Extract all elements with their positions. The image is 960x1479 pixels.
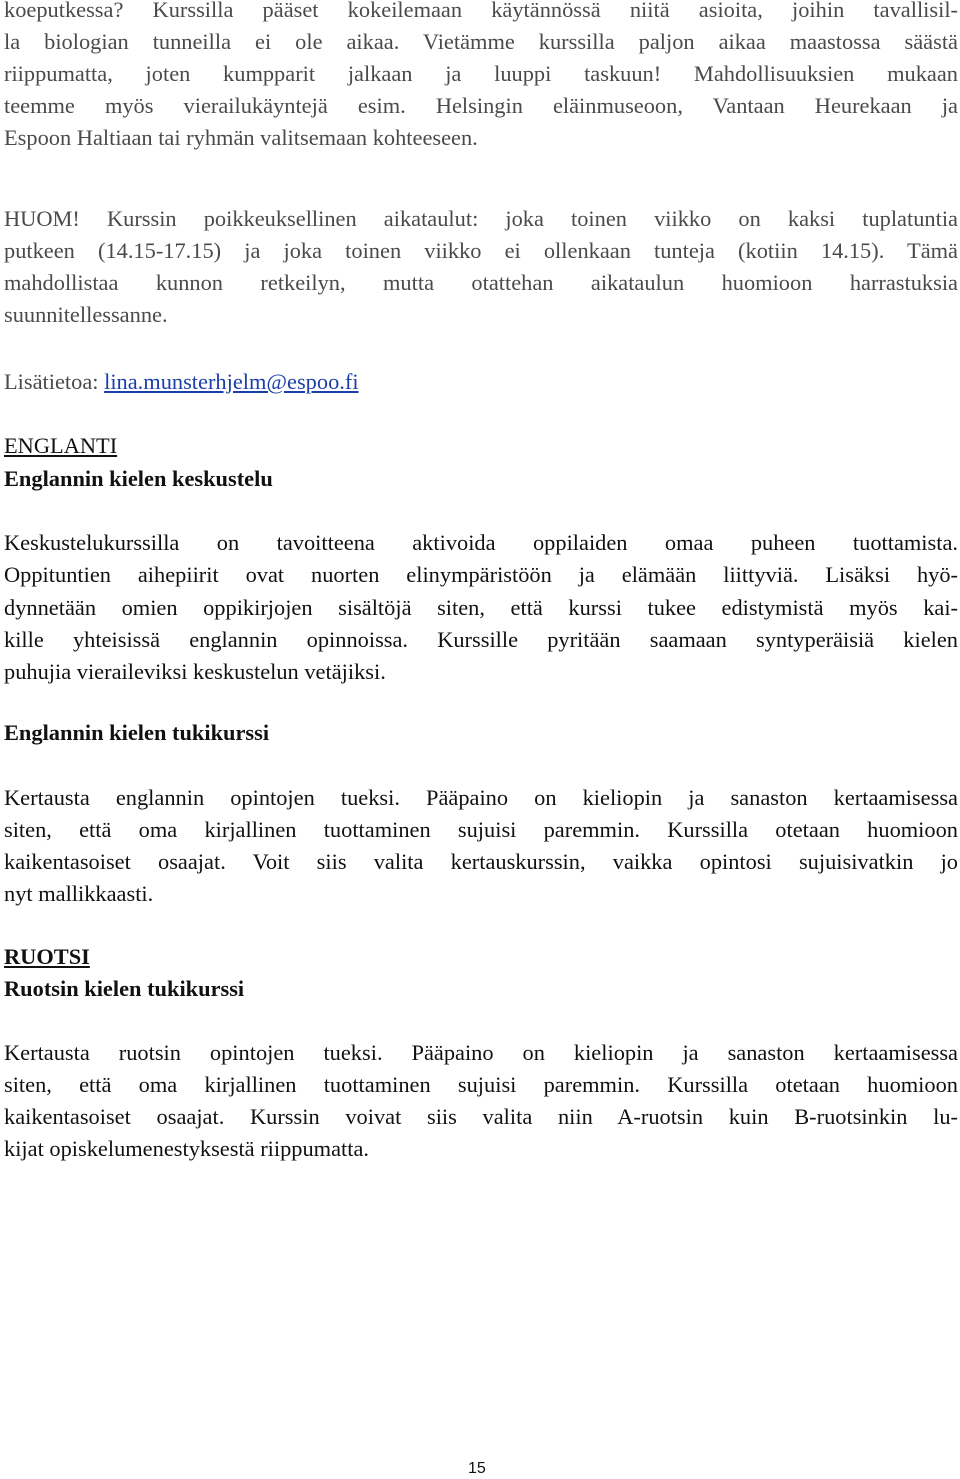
- intro-line: teemme myös vierailukäyntejä esim. Helsingin eläinmuseoon, Vantaan Heurekaan ja: [4, 93, 958, 118]
- description-line: kaikentasoiset osaajat. Voit siis valita kertauskurssin, vaikka opintosi sujuisivatkin jo: [4, 849, 958, 874]
- intro-line: riippumatta, joten kumpparit jalkaan ja luuppi taskuun! Mahdollisuuksien mukaan: [4, 61, 958, 86]
- section-heading-english: ENGLANTI: [4, 433, 118, 458]
- notice-line: suunnitellessanne.: [4, 302, 168, 327]
- course-title-english-conversation: Englannin kielen keskustelu: [4, 466, 273, 491]
- description-line: kille yhteisissä englannin opinnoissa. Kurssille pyritään saamaan syntyperäisiä kielen: [4, 627, 958, 652]
- intro-line: Espoon Haltiaan tai ryhmän valitsemaan kohteeseen.: [4, 125, 478, 150]
- description-line: siten, että oma kirjallinen tuottaminen sujuisi paremmin. Kurssilla otetaan huomioon: [4, 1072, 958, 1097]
- description-line: dynnetään omien oppikirjojen sisältöjä siten, että kurssi tukee edistymistä myös kai-: [4, 595, 958, 620]
- course-title-english-support: Englannin kielen tukikurssi: [4, 720, 270, 745]
- notice-line: putkeen (14.15-17.15) ja joka toinen viikko ei ollenkaan tunteja (kotiin 14.15). Tämä: [4, 238, 958, 263]
- contact-label: Lisätietoa:: [4, 369, 105, 394]
- intro-line: koeputkessa? Kurssilla pääset kokeilemaan käytännössä niitä asioita, joihin tavallisil-: [4, 0, 958, 22]
- description-line: Kertausta englannin opintojen tueksi. Pääpaino on kieliopin ja sanaston kertaamisessa: [4, 785, 958, 810]
- description-line: Kertausta ruotsin opintojen tueksi. Pääpaino on kieliopin ja sanaston kertaamisessa: [4, 1040, 958, 1065]
- notice-line: mahdollistaa kunnon retkeilyn, mutta otattehan aikataulun huomioon harrastuksia: [4, 270, 958, 295]
- description-line: kaikentasoiset osaajat. Kurssin voivat siis valita niin A-ruotsin kuin B-ruotsinkin lu-: [4, 1104, 958, 1129]
- intro-line: la biologian tunneilla ei ole aikaa. Vietämme kurssilla paljon aikaa maastossa säästä: [4, 29, 958, 54]
- contact-email-link[interactable]: lina.munsterhjelm@espoo.fi: [104, 369, 359, 394]
- contact-line: [4, 366, 958, 398]
- page-number: 15: [468, 1460, 486, 1477]
- description-line: puhujia vieraileviksi keskustelun vetäjiksi.: [4, 659, 386, 684]
- section-heading-swedish: RUOTSI: [4, 944, 90, 969]
- description-line: siten, että oma kirjallinen tuottaminen sujuisi paremmin. Kurssilla otetaan huomioon: [4, 817, 958, 842]
- description-line: nyt mallikkaasti.: [4, 881, 154, 906]
- description-line: kijat opiskelumenestyksestä riippumatta.: [4, 1136, 370, 1161]
- description-line: Keskustelukurssilla on tavoitteena aktivoida oppilaiden omaa puheen tuottamista.: [4, 530, 958, 555]
- description-line: Oppituntien aihepiirit ovat nuorten elinympäristöön ja elämään liittyviä. Lisäksi hyö-: [4, 562, 958, 587]
- course-title-swedish-support: Ruotsin kielen tukikurssi: [4, 976, 245, 1001]
- notice-line: HUOM! Kurssin poikkeuksellinen aikataulut: joka toinen viikko on kaksi tuplatuntia: [4, 206, 958, 231]
